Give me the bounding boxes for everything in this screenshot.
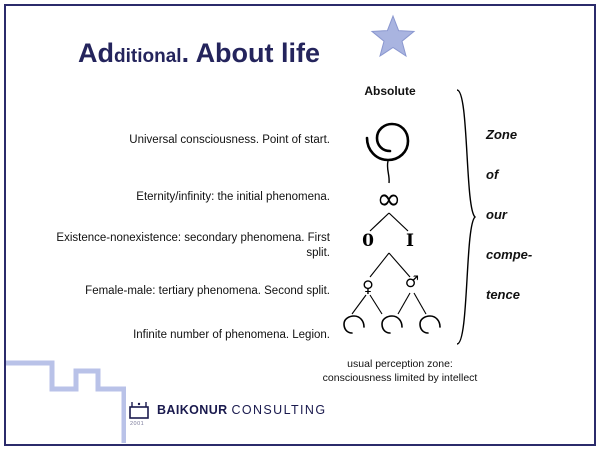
one-symbol: I — [406, 231, 414, 251]
infinity-symbol: ∞ — [376, 182, 402, 217]
zone-bracket — [455, 88, 479, 346]
title-part-1: Ad — [78, 38, 114, 68]
baikonur-mark-icon — [128, 400, 150, 420]
zero-symbol: 0 — [362, 231, 374, 251]
zone-word-4: compe- — [486, 247, 533, 262]
description-line-4: Female-male: tertiary phenomena. Second split. — [85, 285, 330, 297]
male-symbol: ♂ — [404, 272, 420, 291]
description-line-3: Existence-nonexistence: secondary phenomena. First split. — [56, 232, 330, 259]
logo-year: 2001 — [130, 421, 145, 427]
zone-word-2: of — [486, 167, 499, 182]
perception-zone-caption — [290, 357, 510, 385]
zone-word-1: Zone — [486, 127, 518, 142]
title-part-3: . About life — [181, 38, 321, 68]
spiral-icon — [367, 124, 408, 160]
description-line-2: Eternity/infinity: the initial phenomena. — [136, 191, 330, 203]
hierarchy-diagram — [330, 105, 450, 350]
female-symbol: ♀ — [362, 277, 374, 296]
zone-word-3: our — [486, 207, 507, 222]
logo-suffix: CONSULTING — [231, 403, 327, 417]
absolute-label: Absolute — [364, 84, 416, 98]
caption-line-2: consciousness limited by intellect — [322, 372, 478, 384]
logo — [128, 400, 326, 420]
decorative-outline — [6, 355, 126, 445]
description-line-1: Universal consciousness. Point of start. — [129, 134, 330, 146]
zone-words — [486, 115, 582, 315]
logo-text — [157, 403, 326, 417]
page-title — [78, 38, 320, 69]
caption-line-1: usual perception zone: — [347, 358, 453, 370]
small-spiral-3 — [420, 316, 440, 333]
title-part-2: ditional — [114, 46, 182, 67]
star-icon — [370, 14, 416, 60]
small-spiral-1 — [344, 316, 364, 333]
zone-word-5: tence — [486, 287, 520, 302]
small-spiral-2 — [382, 316, 402, 333]
logo-name: BAIKONUR — [157, 403, 228, 417]
description-line-5: Infinite number of phenomena. Legion. — [133, 329, 330, 341]
